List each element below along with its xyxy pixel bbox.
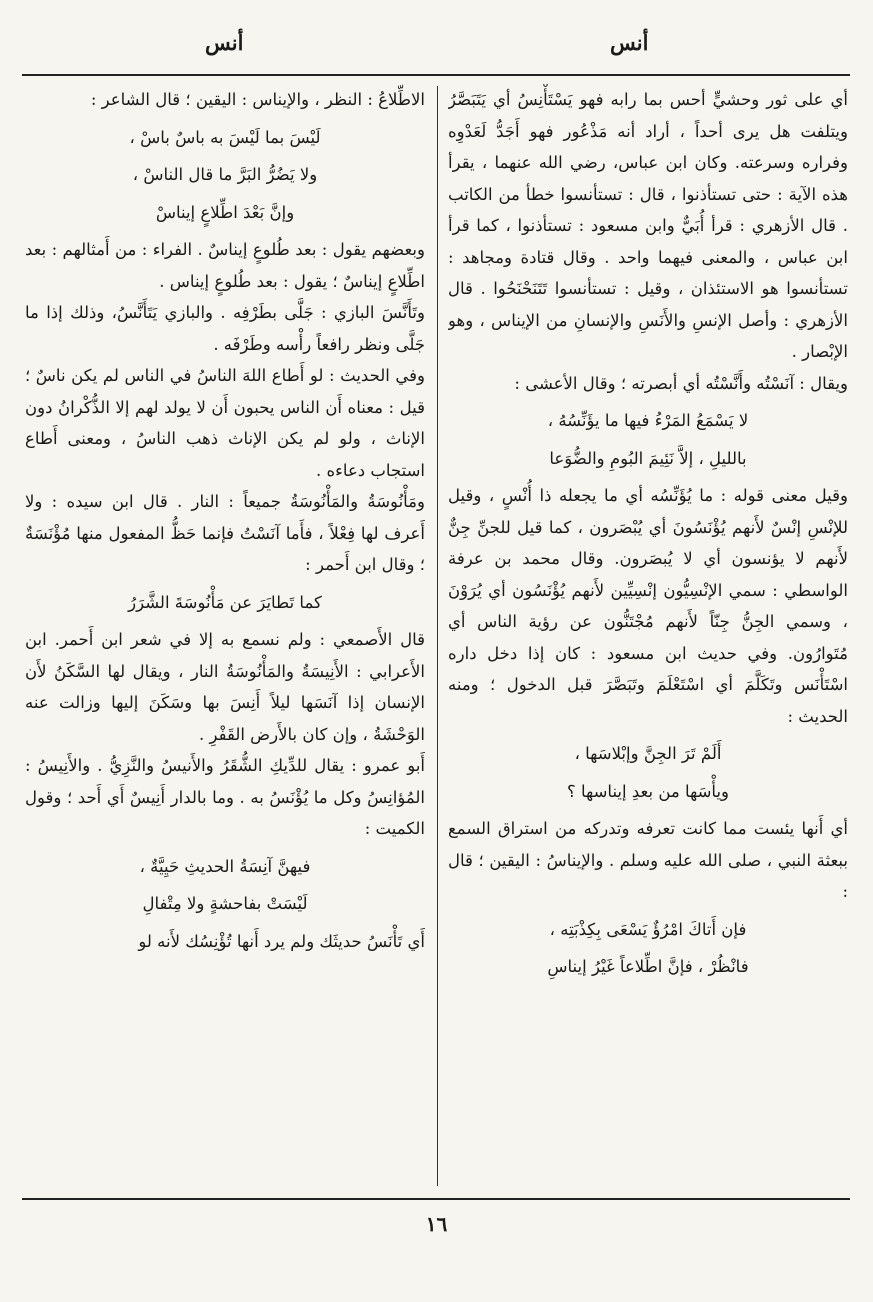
- verse-line: فانْظُرْ ، فإنَّ اطِّلاعاً غَيْرُ إيناسِ: [547, 957, 749, 976]
- verse-line: ويأْسَها من بعدِ إيناسها ؟: [566, 781, 730, 801]
- paragraph: الاطِّلاعُ : النظر ، والإيناس : اليقين ؛ قال الشاعر :: [90, 90, 425, 109]
- paragraph: أَبو عمرو : يقال للدِّيكِ الشُّقَرُ والأَنيسُ والنَّزِيُّ . والأَنِيسُ : المُؤانِسُ وكل ما يُؤْنَسُ به . وما بالدار أَنِيسٌ أَي أَحد ؛ وقول الكميت :: [25, 756, 425, 838]
- paragraph: أي أَنها يئست مما كانت تعرفه وتدركه من استراق السمع ببعثة النبي ، صلى الله عليه وسلم . والإيناسُ : اليقين ؛ قال :: [448, 819, 848, 901]
- paragraph: أي على ثور وحشيٍّ أحس بما رابه فهو يَسْتَأْنِسُ أي يَتَبَصَّرُ ويتلفت هل يرى أحداً ، أراد أنه مَذْعُور فهو أَجَدُّ لَعَدْوِه وفراره وسرعته. وكان ابن عباس، رضي الله عنهما ، يقرأ هذه الآية : حتى تستأذنوا ، قال : تستأنسوا خطأ من الكاتب . قال الأزهري : قرأ أُبَيٌّ وابن مسعود : تستأذنوا ، كما قرأ ابن عباس ، والمعنى فيهما واحد . وقال قتادة ومجاهد : تستأنسوا هو الاستئذان ، وقيل : تستأنسوا تَتَنَحْنَحُوا . قال الأزهري : وأصل الإنسِ والأَنَسِ والإنسانِ من الإيناس ، وهو الإبْصار .: [448, 90, 848, 361]
- verse-line: لَيْسَ بما لَيْسَ به باسٌ باسْ ،: [129, 127, 321, 147]
- paragraph: قال الأَصمعي : ولم نسمع به إلا في شعر ابن أَحمر. ابن الأَعرابي : الأَنِيسَةُ والمَأْنُوسَةُ النار ، ويقال لها السَّكَنُ لأَن الإنسان إذا آنَسَها ليلاً أَنِسَ بها وسَكَنَ إليها وزالت عنه الوَحْشَةُ ، وإن كان بالأَرض القَفْرِ .: [25, 630, 425, 744]
- paragraph: وبعضهم يقول : بعد طُلوعٍ إيناسٌ . الفراء : من أَمثالهم : بعد اطِّلاعٍ إيناسٌ ؛ يقول : بعد طُلوعٍ إيناس .: [25, 240, 425, 291]
- top-rule: [22, 74, 850, 76]
- verse-line: ولا يَضُرُّ البَرَّ ما قال الناسْ ،: [132, 165, 318, 184]
- bottom-rule: [22, 1198, 850, 1200]
- verse-line: فيهنَّ آنِسَةُ الحديثِ حَيِيَّةٌ ،: [139, 856, 311, 876]
- verse-line: بالليلِ ، إلاَّ نَئِيمَ البُومِ والضُّوَعا: [549, 448, 747, 468]
- verse-line: لَيْسَتْ بفاحشةٍ ولا مِتْفالِ: [142, 894, 308, 913]
- header-title-left: أنس: [205, 30, 244, 55]
- verse-line: كما تَطايَرَ عن مَأْنُوسَةَ الشَّرَرُ: [128, 592, 322, 612]
- verse-line: فإن أَتاكَ امْرُؤٌ يَسْعَى بِكِذْبَتِه ،: [549, 919, 747, 939]
- paragraph: وتَأَنَّسَ البازي : جَلَّى بطَرْفِه . والبازي يَتَأَنَّسُ، وذلك إذا ما جَلَّى ونظر رافعاً رأْسه وطَرْفَه .: [25, 303, 425, 354]
- column-separator: [437, 86, 438, 1186]
- header-title-right: أنس: [610, 30, 649, 55]
- verse-line: لا يَسْمَعُ المَرْءُ فيها ما يؤَنِّسُهُ ،: [547, 411, 749, 430]
- verse-line: وإنَّ بَعْدَ اطِّلاعٍ إيناسْ: [155, 202, 295, 222]
- page-number: ١٦: [425, 1212, 448, 1236]
- paragraph: ومَأْنُوسَةُ والمَأْنُوسَةُ جميعاً : النار . قال ابن سيده : ولا أَعرف لها فِعْلاً ، فأَما آنَسْتُ فإنما حَظُّ المفعول منها مُؤْنَسَةٌ ؛ وقال ابن أَحمر :: [25, 492, 425, 574]
- paragraph: وفي الحديث : لو أَطاع اللهَ الناسُ في الناس لم يكن ناسٌ ؛ قيل : معناه أَن الناس يحبون أَن لا يولد لهم إلا الذُّكْرانُ دون الإناث ، ولو لم يكن الإناث ذهب الناسُ ، ومعنى أَطاع استجاب دعاءه .: [25, 366, 425, 480]
- verse-line: أَلَمْ تَرَ الجِنَّ وإبْلاسَها ،: [574, 744, 722, 763]
- left-column: [25, 84, 425, 1190]
- paragraph: وقيل معنى قوله : ما يُؤَنِّسُه أي ما يجعله ذا أُنْسٍ ، وقيل للإنْسِ إنْسٌ لأَنهم يُؤْنَسُونَ أي يُبْصَرون ، كما قيل للجنِّ جِنٌّ لأَنهم لا يؤنسون أي لا يُبصَرون. وقال محمد بن عرفة الواسطي : سمي الإنْسِيُّون إنْسِيِّين لأَنهم يُؤْنَسُون أي يُرَوْنَ ، وسمي الجِنُّ جِنّاً لأَنهم مُجْتَنُّون عن رؤية الناس أي مُتَوارُون. وفي حديث ابن مسعود : كان إذا دخل داره اسْتَأْنَس وتَكَلَّمَ أي اسْتَعْلَمَ وتَبَصَّرَ قبل الدخول ؛ ومنه الحديث :: [448, 486, 848, 726]
- paragraph: أَي تَأْنَسُ حديثَك ولم يرد أَنها تُؤْنِسُك لأَنه لو: [138, 931, 425, 951]
- paragraph: ويقال : آنَسْتُه وأَنَّسْتُه أي أبصرته ؛ وقال الأعشى :: [514, 373, 848, 393]
- right-column: [448, 84, 848, 1190]
